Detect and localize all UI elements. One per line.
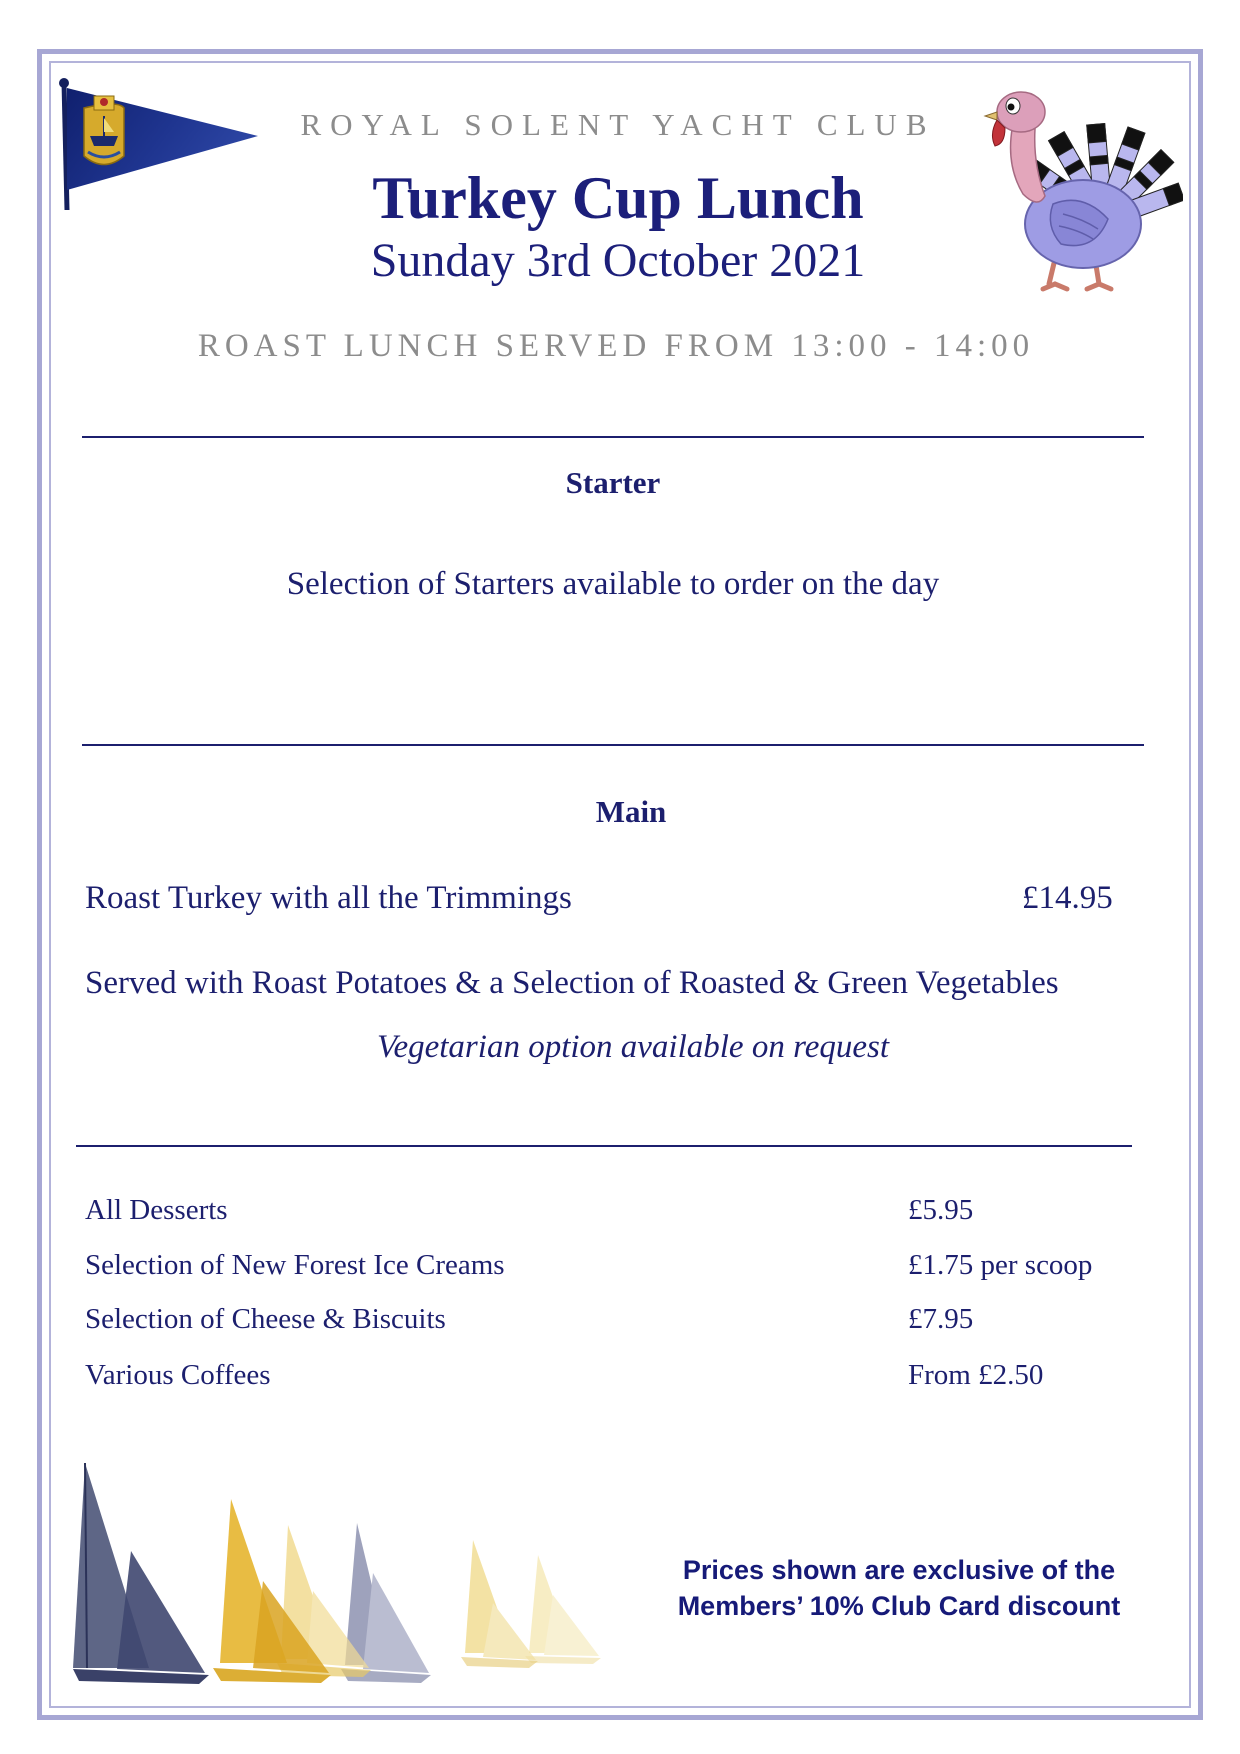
vegetarian-note: Vegetarian option available on request: [376, 1029, 890, 1065]
starter-heading: Starter: [565, 465, 661, 500]
event-date: Sunday 3rd October 2021: [370, 234, 866, 287]
event-title: Turkey Cup Lunch: [372, 165, 864, 231]
sailboats-icon: [73, 1463, 603, 1688]
extra-item: Selection of New Forest Ice Creams: [85, 1249, 505, 1281]
club-name: ROYAL SOLENT YACHT CLUB: [300, 107, 936, 142]
extra-price: £7.95: [908, 1303, 974, 1335]
extra-item: Selection of Cheese & Biscuits: [85, 1303, 446, 1335]
divider-3: [76, 1145, 1132, 1147]
main-price: £14.95: [1022, 880, 1113, 916]
extra-price: £5.95: [908, 1194, 974, 1226]
main-accompaniments: Served with Roast Potatoes & a Selection of Roasted & Green Vegetables: [85, 965, 1059, 1001]
divider-2: [82, 744, 1144, 746]
discount-note-line-2: Members’ 10% Club Card discount: [677, 1591, 1121, 1621]
main-dish: Roast Turkey with all the Trimmings: [85, 880, 572, 916]
extra-price: From £2.50: [908, 1359, 1044, 1391]
extra-item: Various Coffees: [85, 1359, 271, 1391]
starter-text: Selection of Starters available to order on the day: [286, 566, 940, 602]
extra-item: All Desserts: [85, 1194, 228, 1226]
divider-1: [82, 436, 1144, 438]
service-times: ROAST LUNCH SERVED FROM 13:00 - 14:00: [197, 328, 1035, 364]
extra-price: £1.75 per scoop: [908, 1249, 1093, 1281]
main-heading: Main: [595, 794, 667, 829]
discount-note-line-1: Prices shown are exclusive of the: [682, 1555, 1116, 1585]
